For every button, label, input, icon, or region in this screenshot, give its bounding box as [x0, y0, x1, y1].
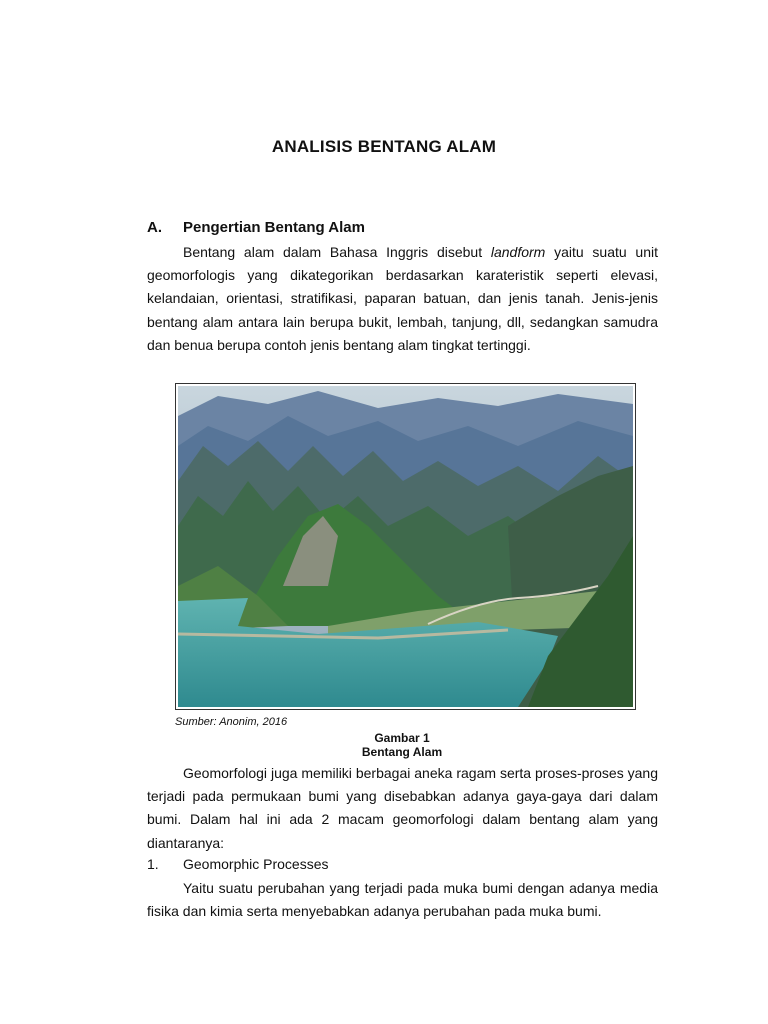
- list-item-label: Geomorphic Processes: [183, 856, 329, 872]
- paragraph-text-before: Bentang alam dalam Bahasa Inggris disebut: [183, 244, 491, 260]
- figure-caption: [0, 731, 768, 759]
- section-title: Pengertian Bentang Alam: [183, 219, 365, 236]
- paragraph-processes-text: Yaitu suatu perubahan yang terjadi pada muka bumi dengan adanya media fisika dan kimia serta menyebabkan adanya perubahan pada muka bumi.: [147, 880, 658, 920]
- list-item-number: 1.: [147, 856, 159, 872]
- landscape-illustration: [178, 386, 633, 707]
- paragraph-geomorphology-text: Geomorfologi juga memiliki berbagai aneka ragam serta proses-proses yang terjadi pada permukaan bumi yang disebabkan adanya gaya-gaya dari dalam bumi. Dalam hal ini ada 2 macam geomorfologi dalam bentang alam yang diantaranya:: [147, 765, 658, 851]
- document-title: ANALISIS BENTANG ALAM: [271, 137, 497, 156]
- figure-source: Sumber: Anonim, 2016: [175, 716, 288, 728]
- landscape-photo: [175, 383, 636, 710]
- caption-title: Bentang Alam: [361, 745, 443, 759]
- italic-term-landform: landform: [490, 244, 546, 260]
- section-number: A.: [147, 219, 162, 236]
- section-heading: [147, 219, 365, 236]
- paragraph-geomorphology: [147, 762, 658, 855]
- paragraph-processes: [147, 877, 658, 923]
- caption-number: Gambar 1: [374, 731, 430, 745]
- paragraph-text-after: yaitu suatu unit geomorfologis yang dikategorikan berdasarkan karateristik seperti elevasi, kelandaian, orientasi, stratifikasi, paparan batuan, dan jenis tanah. Jenis-jenis bentang alam antara lain berupa bukit, lembah, tanjung, dll, sedangkan samudra dan benua berupa contoh jenis bentang alam tingkat tertinggi.: [147, 244, 659, 353]
- paragraph-definition: [147, 241, 658, 357]
- list-item: [147, 856, 329, 872]
